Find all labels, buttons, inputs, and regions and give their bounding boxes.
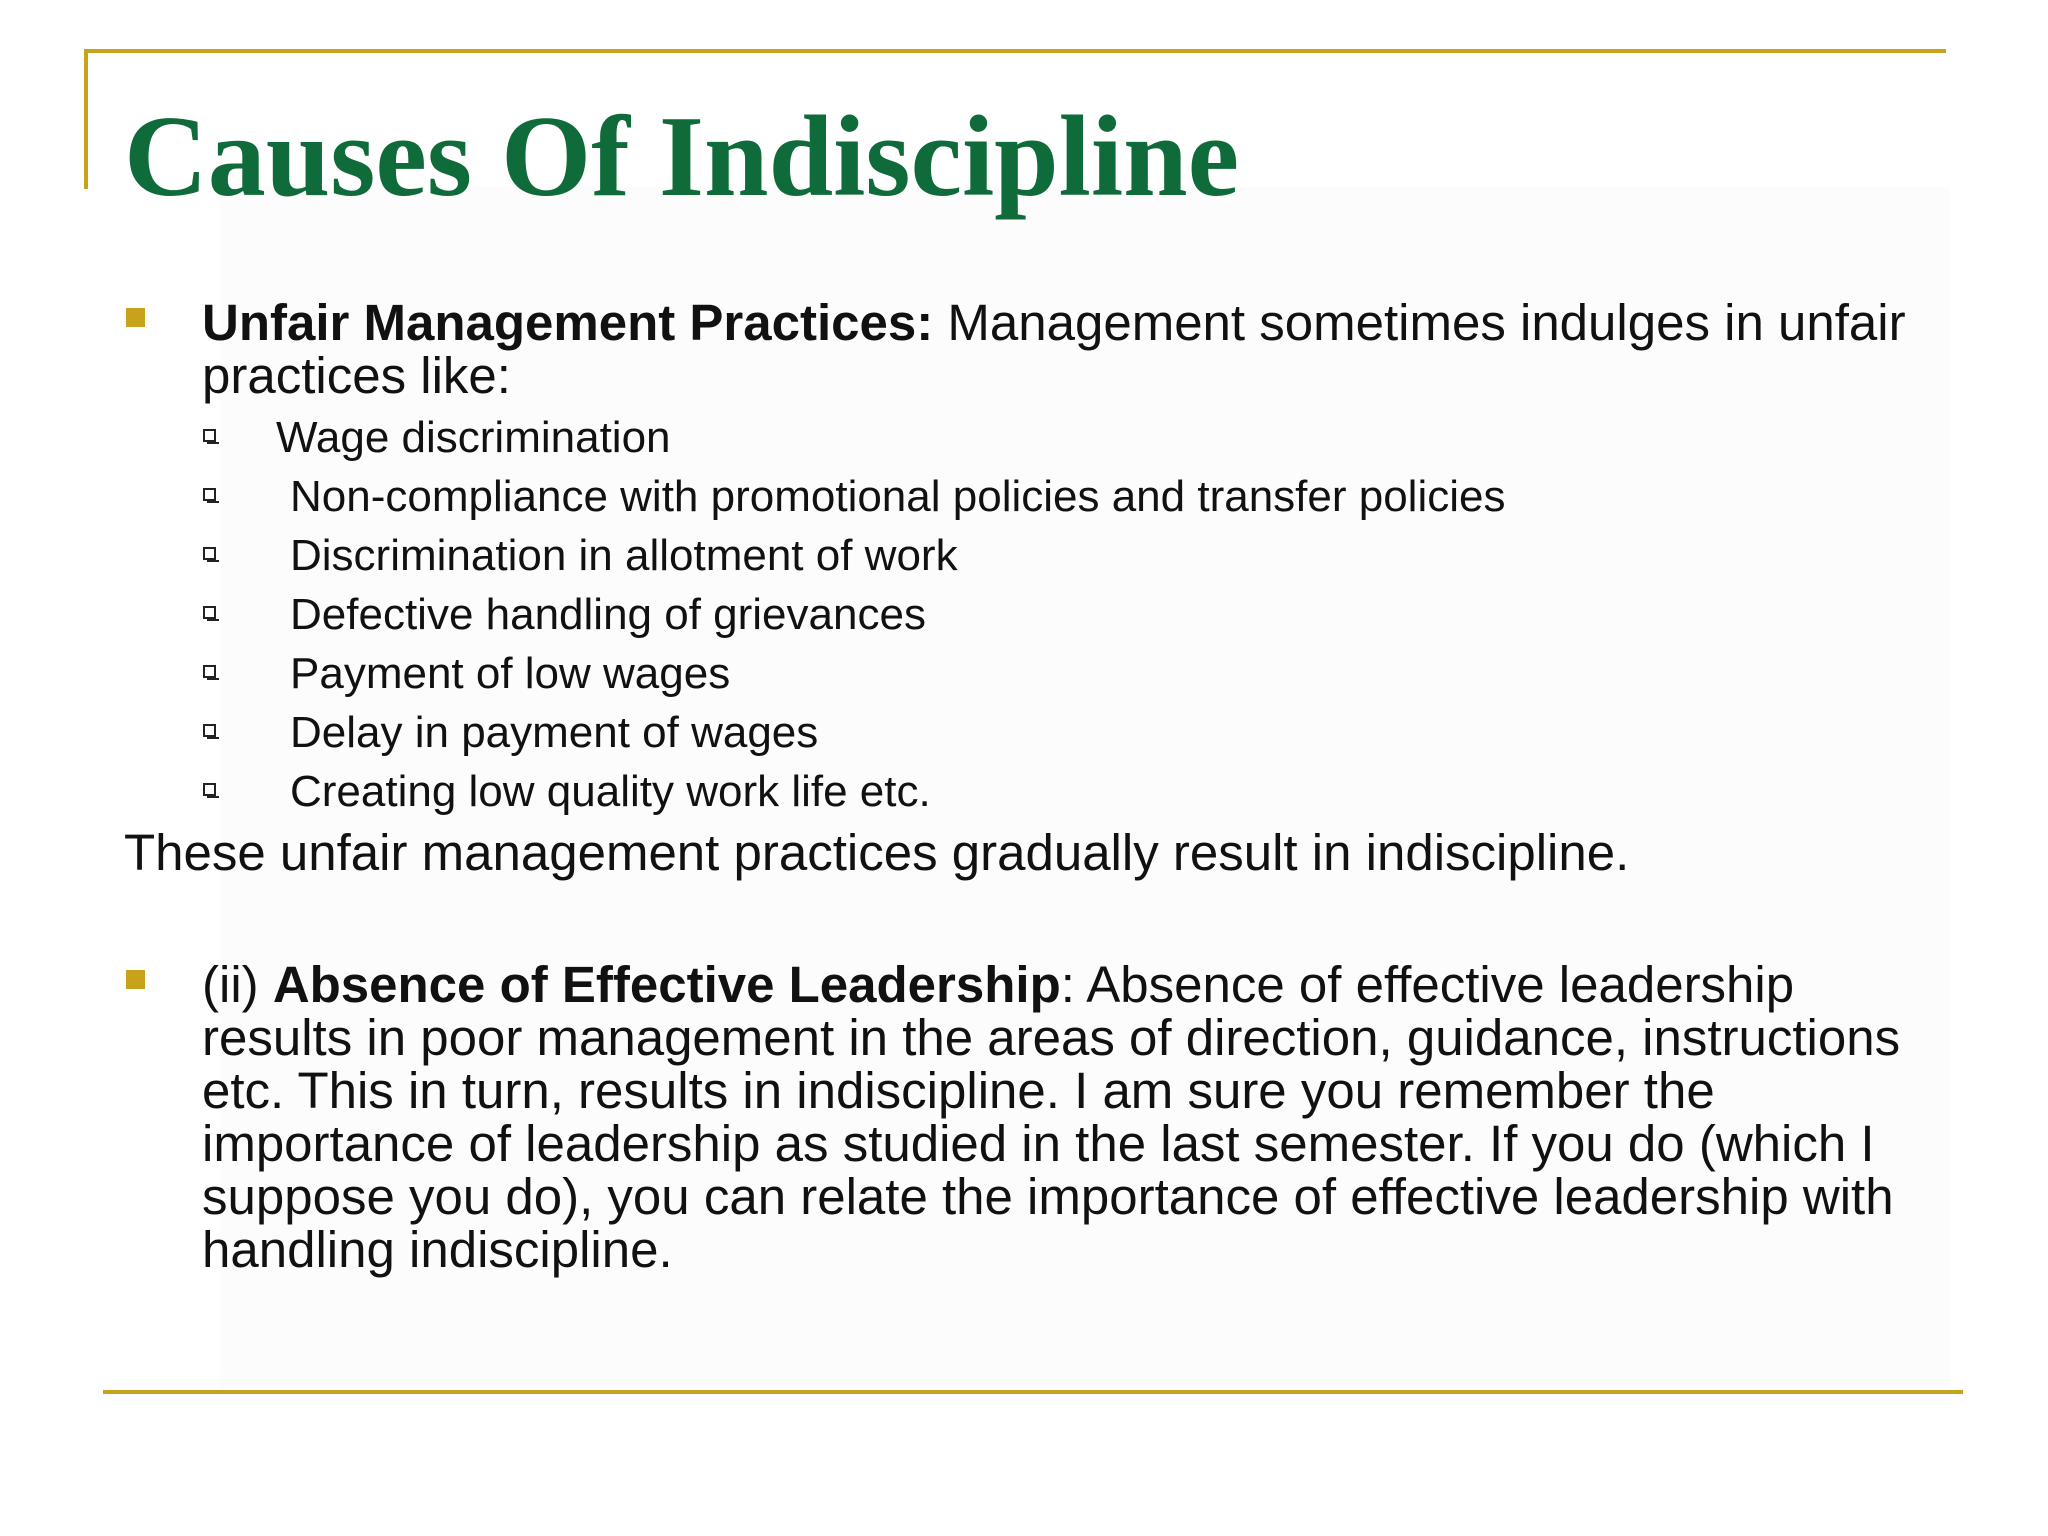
unfair-practices-summary: These unfair management practices gradually result in indiscipline. [124, 824, 1630, 881]
checkbox-bullet-icon [203, 606, 216, 619]
unfair-practices-heading: Unfair Management Practices: [202, 294, 934, 351]
unfair-practices-item [202, 296, 1932, 402]
checkbox-bullet-icon [203, 488, 216, 501]
leadership-prefix: (ii) [202, 956, 273, 1013]
leadership-text: : Absence of effective leadership results in poor management in the areas of direction, guidance, instructions etc. This in turn, results in indiscipline. I am sure you remember the importance of leadership as studied in the last semester. If you do (which I suppose you do), you can relate the importance of effective leadership with handling indiscipline. [202, 956, 1901, 1278]
bottom-frame-line [103, 1390, 1963, 1394]
primary-bullet-icon [126, 970, 145, 989]
checkbox-bullet-icon [203, 724, 216, 737]
slide-title: Causes Of Indiscipline [124, 93, 1240, 221]
unfair-practices-text: Management sometimes indulges in unfair practices like: [202, 294, 1906, 404]
leadership-item [202, 958, 1932, 1276]
top-frame-line [84, 49, 1946, 53]
checkbox-bullet-icon [203, 547, 216, 560]
checkbox-bullet-icon [203, 665, 216, 678]
checkbox-bullet-icon [203, 429, 216, 442]
checkbox-bullet-icon [203, 783, 216, 796]
left-frame-line [84, 49, 88, 189]
leadership-heading: Absence of Effective Leadership [272, 956, 1061, 1013]
primary-bullet-icon [126, 308, 145, 327]
